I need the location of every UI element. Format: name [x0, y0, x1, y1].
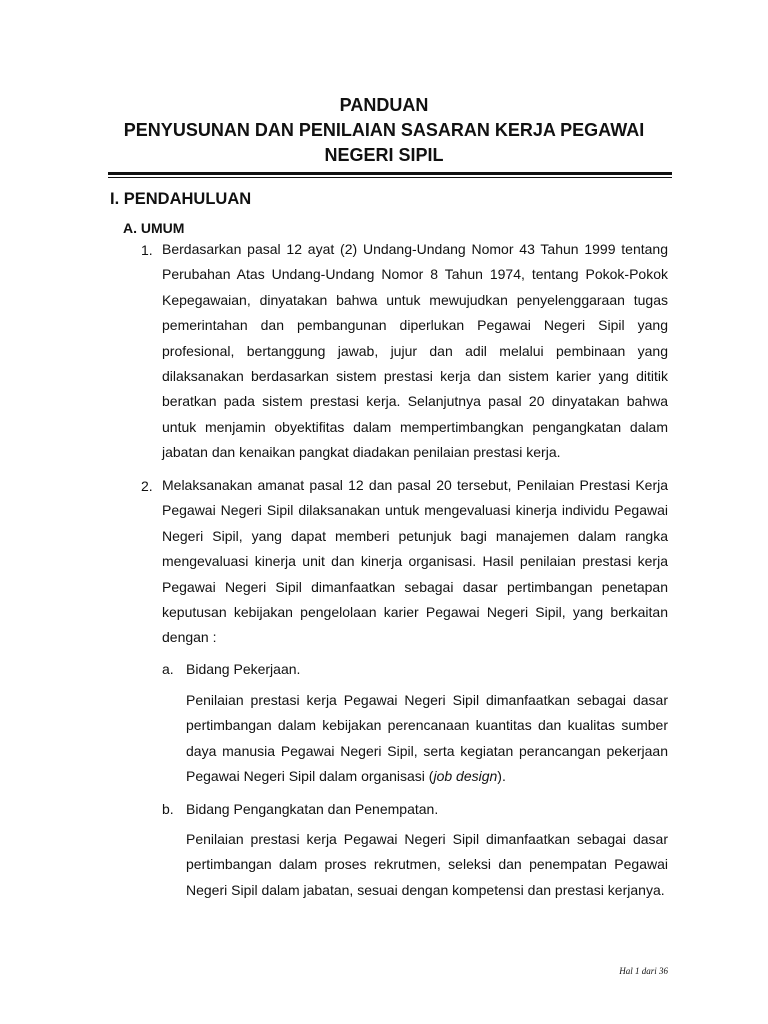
subitem-heading-a: Bidang Pekerjaan. [186, 661, 301, 677]
item-number-2: 2. [141, 478, 153, 494]
document-title [0, 93, 768, 168]
divider-thin-line [108, 177, 672, 178]
item-paragraph-1: Berdasarkan pasal 12 ayat (2) Undang-Undang Nomor 43 Tahun 1999 tentang Perubahan Atas Undang-Undang Nomor 8 Tahun 1974, tentang Pokok-Pokok Kepegawaian, dinyatakan bahwa untuk mewujudkan penyelenggaraan tugas pemerintahan dan pembangunan diperlukan Pegawai Negeri Sipil yang profesional, bertanggung jawab, jujur dan adil melalui pembinaan yang dilaksanakan berdasarkan sistem prestasi kerja dan sistem karier yang dititik beratkan pada sistem prestasi kerja. Selanjutnya pasal 20 dinyatakan bahwa untuk menjamin obyektifitas dalam mempertimbangkan pengangkatan dalam jabatan dan kenaikan pangkat diadakan penilaian prestasi kerja. [162, 241, 668, 461]
subitem-heading-b: Bidang Pengangkatan dan Penempatan. [186, 801, 439, 817]
title-line-1: PANDUAN [339, 95, 429, 115]
page-number: Hal 1 dari 36 [619, 966, 668, 976]
item-number-1: 1. [141, 242, 153, 258]
subsection-heading: A. UMUM [123, 220, 185, 236]
subitem-paragraph-a [186, 688, 668, 790]
subitem-text-a-end: ). [497, 768, 506, 785]
title-divider [108, 172, 672, 178]
job-design-term: job design [433, 768, 498, 785]
title-line-2: PENYUSUNAN DAN PENILAIAN SASARAN KERJA PEGAWAI [123, 120, 645, 140]
subitem-letter-b: b. [162, 801, 174, 817]
subitem-paragraph-b: Penilaian prestasi kerja Pegawai Negeri Sipil dimanfaatkan sebagai dasar pertimbangan dalam proses rekrutmen, seleksi dan penempatan Pegawai Negeri Sipil dalam jabatan, sesuai dengan kompetensi dan prestasi kerjanya. [186, 831, 668, 898]
section-heading: I. PENDAHULUAN [110, 190, 252, 208]
item-paragraph-2: Melaksanakan amanat pasal 12 dan pasal 20 tersebut, Penilaian Prestasi Kerja Pegawai Negeri Sipil dilaksanakan untuk mengevaluasi kinerja individu Pegawai Negeri Sipil, yang dapat memberi petunjuk bagi manajemen dalam rangka mengevaluasi kinerja unit dan kinerja organisasi. Hasil penilaian prestasi kerja Pegawai Negeri Sipil dimanfaatkan sebagai dasar pertimbangan penetapan keputusan kebijakan pengelolaan karier Pegawai Negeri Sipil, yang berkaitan dengan : [162, 477, 668, 646]
subitem-text-a: Penilaian prestasi kerja Pegawai Negeri Sipil dimanfaatkan sebagai dasar pertimbangan dalam kebijakan perencanaan kuantitas dan kualitas sumber daya manusia Pegawai Negeri Sipil, serta kegiatan perancangan pekerjaan Pegawai Negeri Sipil dalam organisasi ( [186, 692, 668, 785]
divider-thick-line [108, 172, 672, 175]
title-line-3: NEGERI SIPIL [324, 145, 444, 165]
subitem-letter-a: a. [162, 661, 174, 677]
